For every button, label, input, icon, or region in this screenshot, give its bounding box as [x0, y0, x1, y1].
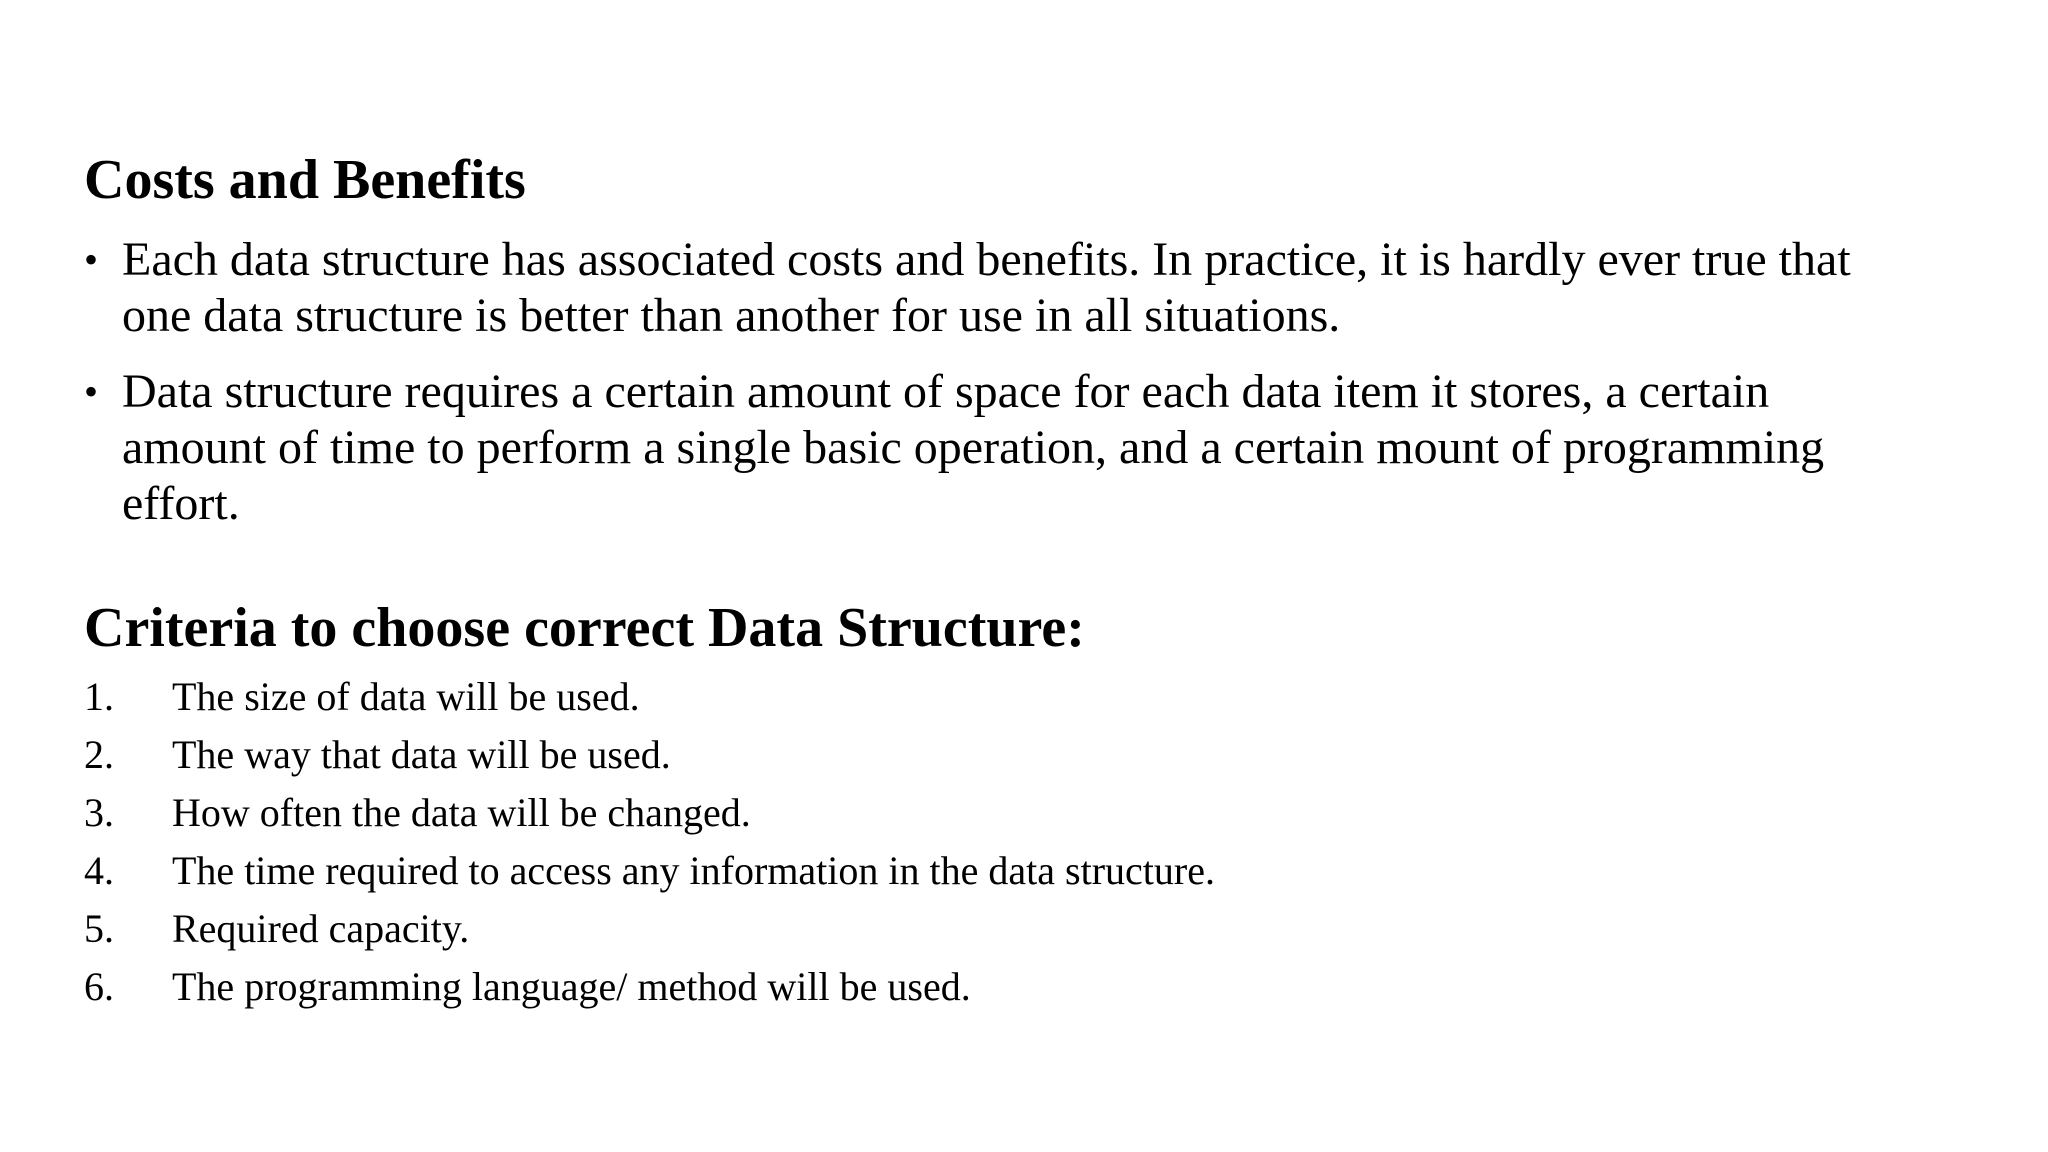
criteria-item	[84, 668, 1884, 726]
criteria-text: The programming language/ method will be used.	[172, 964, 971, 1009]
criteria-numbered-list	[84, 668, 1884, 1016]
criteria-number: 3.	[84, 790, 114, 835]
bullet-item	[84, 232, 1884, 344]
criteria-item	[84, 842, 1884, 900]
criteria-item	[84, 900, 1884, 958]
criteria-text: The way that data will be used.	[172, 732, 671, 777]
criteria-number: 4.	[84, 848, 114, 893]
bullet-text: Each data structure has associated costs and benefits. In practice, it is hardly ever true that one data structure is better than another for use in all situations.	[122, 233, 1851, 342]
criteria-text: Required capacity.	[172, 906, 470, 951]
criteria-number: 5.	[84, 906, 114, 951]
criteria-number: 2.	[84, 732, 114, 777]
criteria-item	[84, 958, 1884, 1016]
bullet-text: Data structure requires a certain amount of space for each data item it stores, a certain amount of time to perform a single basic operation, and a certain mount of programming effort.	[122, 365, 1825, 530]
criteria-text: The time required to access any information in the data structure.	[172, 848, 1215, 893]
bullet-icon: •	[84, 369, 99, 414]
criteria-number: 6.	[84, 964, 114, 1009]
bullet-item	[84, 364, 1884, 532]
criteria-number: 1.	[84, 674, 114, 719]
criteria-item	[84, 784, 1884, 842]
section-title-costs-benefits: Costs and Benefits	[84, 149, 526, 211]
criteria-text: How often the data will be changed.	[172, 790, 751, 835]
costs-bullet-list	[84, 232, 1884, 552]
criteria-item	[84, 726, 1884, 784]
section-title-criteria: Criteria to choose correct Data Structure:	[84, 597, 1085, 659]
bullet-icon: •	[84, 237, 99, 282]
criteria-text: The size of data will be used.	[172, 674, 640, 719]
